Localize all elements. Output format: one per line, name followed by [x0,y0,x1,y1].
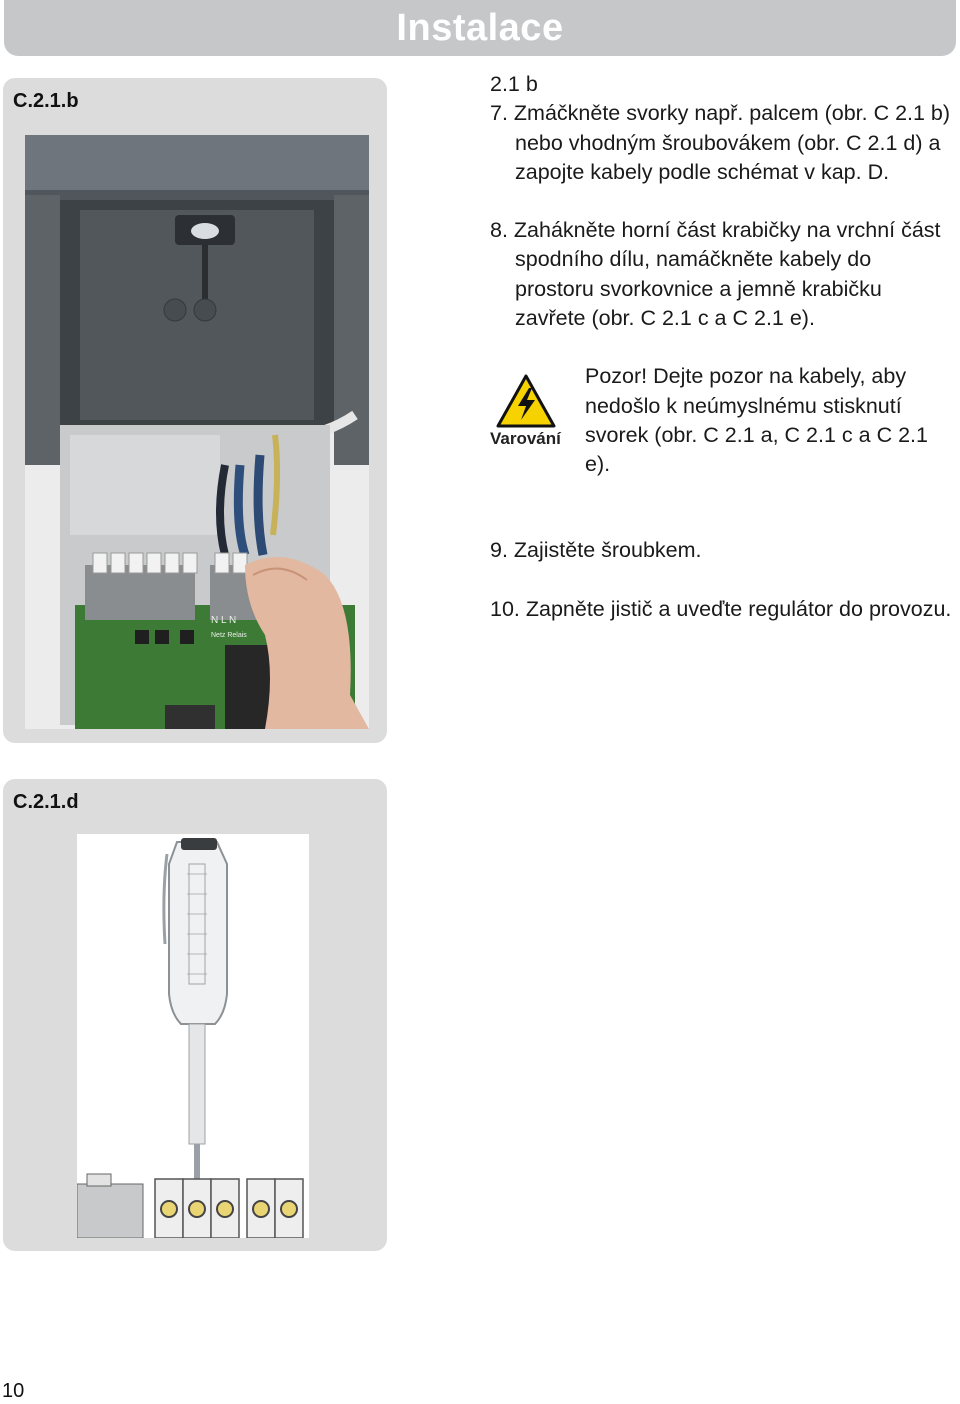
screwdriver-illustration [77,834,309,1238]
terminal-box-illustration [25,135,369,729]
step-8: 8. Zahákněte horní část krabičky na vrchní část spodního dílu, namáčkněte kabely do prostoru svorkovnice a jemně krabičku zavřete (obr. C 2.1 c a C 2.1 e). [490,218,941,331]
section-ref: 2.1 b [490,72,538,96]
step-10: 10. Zapněte jistič a uveďte regulátor do provozu. [490,596,952,621]
warning-text: Pozor! Dejte pozor na kabely, aby nedošlo k neúmyslnému stisknutí svorek (obr. C 2.1 a, C 2.1 c a C 2.1 e). [585,364,928,477]
page-number: 10 [2,1380,25,1402]
instructions-column [490,70,956,653]
header-bar [4,0,956,56]
high-voltage-warning-icon [496,374,556,428]
warning-label: Varování [490,429,561,449]
figure-c21b-panel [3,78,387,743]
figure-label: C.2.1.b [13,90,79,112]
terminal-marks: N L N [211,615,237,626]
figure-c21d-panel [3,779,387,1251]
page-title: Instalace [396,6,564,49]
step-7: 7. Zmáčkněte svorky např. palcem (obr. C 2.1 b) nebo vhodným šroubovákem (obr. C 2.1 d) a zapojte kabely podle schémat v kap. D. [490,101,951,184]
warning-block [490,362,956,508]
step-9: 9. Zajistěte šroubkem. [490,538,702,563]
photo-terminal-box [25,135,369,729]
pcb-text: Netz Relais [211,632,247,639]
figure-label: C.2.1.d [13,791,79,813]
photo-screwdriver [77,834,309,1238]
